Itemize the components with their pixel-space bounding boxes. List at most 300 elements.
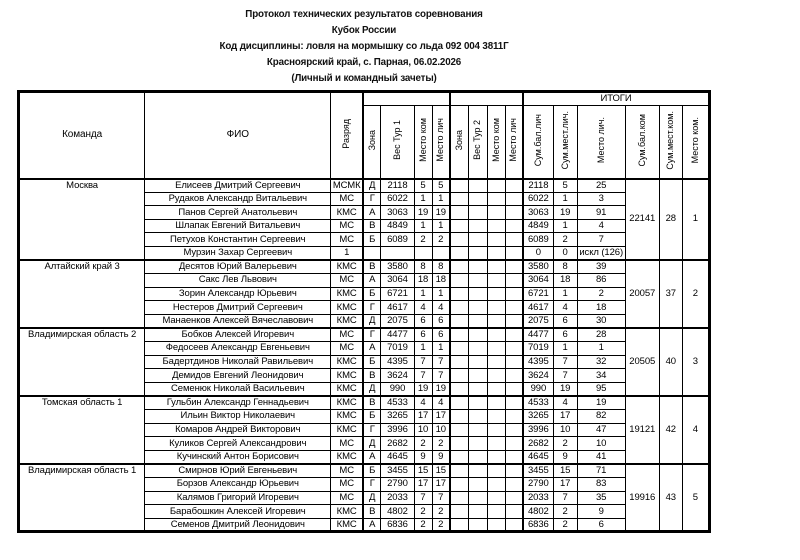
fio-cell: Бобков Алексей Игоревич [145,328,331,342]
tour2-zone-cell [450,179,468,193]
col-header-rank-label: Разряд [341,118,352,149]
final-place-pers-cell: 1 [577,342,625,356]
rank-cell: МС [331,464,363,478]
fio-cell: Сакс Лев Львович [145,274,331,288]
tour2-place-pers-cell [505,518,523,532]
tour2-place-team-cell [487,287,505,301]
tour2-weight-cell [468,491,487,505]
tour1-place-team-cell: 17 [414,478,432,492]
team-sum-places-cell: 37 [659,260,682,328]
tour2-place-team-cell [487,301,505,315]
sum-places-pers-cell: 4 [553,301,577,315]
tour2-zone-cell [450,450,468,464]
team-sum-places-cell: 40 [659,328,682,396]
doc-title-line-1: Протокол технических результатов соревнования [245,9,483,20]
col-header-sum-places-pers [553,106,577,179]
final-place-pers-cell: 3 [577,192,625,206]
tour2-zone-cell [450,369,468,383]
col-header-tour2-place-team [487,106,505,179]
tour2-place-pers-cell [505,246,523,260]
final-place-pers-cell: 9 [577,505,625,519]
fio-cell: Десятов Юрий Валерьевич [145,260,331,274]
tour2-place-team-cell [487,328,505,342]
tour2-weight-cell [468,518,487,532]
tour2-zone-cell [450,464,468,478]
tour2-zone-cell [450,410,468,424]
tour2-place-pers-cell [505,287,523,301]
sum-score-pers-cell: 4533 [523,396,553,410]
fio-cell: Манаенков Алексей Вячеславович [145,314,331,328]
rank-cell: МС [331,192,363,206]
tour1-zone-cell [363,246,381,260]
col-header-sum-places-team-label: Сум.мест.ком. [665,110,676,170]
final-place-pers-cell: 47 [577,423,625,437]
team-name-cell: Владимирская область 2 [19,328,145,396]
tour1-zone-cell: А [363,342,381,356]
tour2-place-pers-cell [505,179,523,193]
tour1-weight-cell: 6836 [381,518,414,532]
final-place-pers-cell: 91 [577,206,625,220]
sum-score-pers-cell: 3064 [523,274,553,288]
final-place-pers-cell: 39 [577,260,625,274]
tour2-weight-cell [468,192,487,206]
tour1-zone-cell: В [363,219,381,233]
rank-cell: КМС [331,369,363,383]
rank-cell: КМС [331,518,363,532]
tour1-place-pers-cell: 17 [432,410,450,424]
tour2-weight-cell [468,437,487,451]
tour1-zone-cell: Б [363,464,381,478]
member-row [19,260,710,274]
rank-cell: КМС [331,423,363,437]
tour2-weight-cell [468,355,487,369]
team-sum-places-cell: 43 [659,464,682,532]
fio-cell: Комаров Андрей Викторович [145,423,331,437]
rank-cell: КМС [331,287,363,301]
member-row [19,328,710,342]
tour2-zone-cell [450,396,468,410]
sum-score-pers-cell: 2033 [523,491,553,505]
fio-cell: Рудаков Александр Витальевич [145,192,331,206]
rank-cell: КМС [331,505,363,519]
tour2-place-team-cell [487,518,505,532]
tour1-zone-cell: В [363,260,381,274]
sum-places-pers-cell: 1 [553,192,577,206]
sum-score-pers-cell: 2682 [523,437,553,451]
fio-cell: Куликов Сергей Александрович [145,437,331,451]
tour1-place-team-cell: 1 [414,219,432,233]
tour1-weight-cell: 6721 [381,287,414,301]
tour2-place-pers-cell [505,505,523,519]
fio-cell: Калямов Григорий Игоревич [145,491,331,505]
group-header-row [19,92,710,106]
tour2-place-team-cell [487,410,505,424]
col-header-fio: ФИО [145,92,331,179]
tour2-zone-cell [450,233,468,247]
tour2-place-team-cell [487,423,505,437]
doc-title-line-5: (Личный и командный зачеты) [291,73,437,84]
tour2-weight-cell [468,233,487,247]
tour2-place-pers-cell [505,369,523,383]
doc-title-line-4: Красноярский край, с. Парная, 06.02.2026 [266,57,462,68]
sum-score-pers-cell: 4645 [523,450,553,464]
sum-score-pers-cell: 4477 [523,328,553,342]
tour2-place-team-cell [487,342,505,356]
tour2-zone-cell [450,328,468,342]
tour1-place-team-cell: 1 [414,192,432,206]
tour1-place-team-cell: 19 [414,206,432,220]
team-name-cell: Москва [19,179,145,261]
col-header-tour1-place-pers-label: Место лич [435,118,446,163]
sum-places-pers-cell: 9 [553,450,577,464]
sum-places-pers-cell: 4 [553,396,577,410]
tour1-weight-cell: 2790 [381,478,414,492]
tour1-zone-cell: Д [363,491,381,505]
tour1-place-pers-cell: 2 [432,233,450,247]
rank-cell: МС [331,437,363,451]
tour1-place-team-cell: 6 [414,328,432,342]
tour2-place-pers-cell [505,342,523,356]
col-header-sum-places-pers-label: Сум.мест.лич. [559,111,570,170]
sum-score-pers-cell: 990 [523,382,553,396]
tour1-place-pers-cell: 4 [432,396,450,410]
sum-score-pers-cell: 7019 [523,342,553,356]
sum-score-pers-cell: 0 [523,246,553,260]
rank-cell: КМС [331,396,363,410]
fio-cell: Демидов Евгений Леонидович [145,369,331,383]
tour2-weight-cell [468,179,487,193]
sum-score-pers-cell: 3580 [523,260,553,274]
tour1-weight-cell [381,246,414,260]
tour2-place-pers-cell [505,314,523,328]
tour2-weight-cell [468,206,487,220]
col-header-tour2-place-team-label: Место ком [490,118,501,163]
tour1-place-pers-cell: 6 [432,328,450,342]
col-header-tour1-zone-label: Зона [366,130,377,151]
sum-places-pers-cell: 19 [553,206,577,220]
tour1-place-team-cell: 4 [414,396,432,410]
tour2-place-team-cell [487,246,505,260]
rank-cell: МС [331,478,363,492]
col-header-tour1-place-team [414,106,432,179]
tour1-weight-cell: 3996 [381,423,414,437]
fio-cell: Панов Сергей Анатольевич [145,206,331,220]
tour2-zone-cell [450,423,468,437]
tour2-zone-cell [450,192,468,206]
tour2-weight-cell [468,505,487,519]
tour1-place-pers-cell: 2 [432,505,450,519]
sum-score-pers-cell: 3265 [523,410,553,424]
member-row [19,396,710,410]
col-header-sum-places-team [659,106,682,179]
totals-group-header: ИТОГИ [523,92,709,106]
col-header-tour1-place-team-label: Место ком [417,118,428,163]
col-header-rank [331,92,363,179]
tour1-weight-cell: 2075 [381,314,414,328]
tour1-place-team-cell: 19 [414,382,432,396]
tour1-place-pers-cell: 17 [432,478,450,492]
tour2-place-pers-cell [505,437,523,451]
tour2-zone-cell [450,505,468,519]
fio-cell: Гульбин Александр Геннадьевич [145,396,331,410]
tour2-zone-cell [450,274,468,288]
sum-score-pers-cell: 2118 [523,179,553,193]
sum-score-pers-cell: 6022 [523,192,553,206]
tour2-place-pers-cell [505,233,523,247]
tour2-place-team-cell [487,437,505,451]
rank-cell: КМС [331,450,363,464]
col-header-tour2-zone [450,106,468,179]
tour2-weight-cell [468,464,487,478]
fio-cell: Елисеев Дмитрий Сергеевич [145,179,331,193]
final-place-pers-cell: 28 [577,328,625,342]
team-sum-places-cell: 42 [659,396,682,464]
col-header-final-place-team-label: Место ком. [689,117,700,164]
tour1-weight-cell: 3064 [381,274,414,288]
fio-cell: Петухов Константин Сергеевич [145,233,331,247]
tour1-weight-cell: 7019 [381,342,414,356]
tour2-weight-cell [468,301,487,315]
final-place-pers-cell: 2 [577,287,625,301]
tour1-zone-cell: В [363,396,381,410]
sum-places-pers-cell: 17 [553,478,577,492]
tour2-weight-cell [468,369,487,383]
team-name-cell: Томская область 1 [19,396,145,464]
tour2-place-team-cell [487,478,505,492]
tour1-place-team-cell: 2 [414,233,432,247]
tour2-weight-cell [468,450,487,464]
tour1-zone-cell: Д [363,437,381,451]
tour1-weight-cell: 4477 [381,328,414,342]
tour2-place-team-cell [487,382,505,396]
col-header-final-place-pers-label: Место лич. [595,117,606,164]
tour2-place-pers-cell [505,396,523,410]
tour2-weight-cell [468,423,487,437]
fio-cell: Ильин Виктор Николаевич [145,410,331,424]
rank-cell: КМС [331,355,363,369]
rank-cell: 1 [331,246,363,260]
tour2-zone-cell [450,491,468,505]
tour1-place-team-cell: 15 [414,464,432,478]
tour2-zone-cell [450,301,468,315]
tour2-zone-cell [450,478,468,492]
col-header-tour2-weight [468,106,487,179]
tour1-weight-cell: 3455 [381,464,414,478]
sum-places-pers-cell: 0 [553,246,577,260]
final-place-pers-cell: 32 [577,355,625,369]
sum-score-pers-cell: 3624 [523,369,553,383]
fio-cell: Барабошкин Алексей Игоревич [145,505,331,519]
tour1-place-pers-cell: 9 [432,450,450,464]
tour1-weight-cell: 4849 [381,219,414,233]
final-place-pers-cell: 95 [577,382,625,396]
sum-score-pers-cell: 4395 [523,355,553,369]
tour2-place-team-cell [487,355,505,369]
tour2-zone-cell [450,206,468,220]
rank-cell: КМС [331,206,363,220]
tour1-place-team-cell: 7 [414,491,432,505]
tour2-place-team-cell [487,192,505,206]
sum-score-pers-cell: 4849 [523,219,553,233]
sum-places-pers-cell: 8 [553,260,577,274]
results-body [19,179,710,532]
tour1-weight-cell: 2682 [381,437,414,451]
team-name-cell: Владимирская область 1 [19,464,145,532]
doc-title-line-2: Кубок России [331,25,397,36]
team-sum-places-cell: 28 [659,179,682,261]
tour1-zone-cell: Г [363,423,381,437]
col-header-team: Команда [19,92,145,179]
final-place-pers-cell: 35 [577,491,625,505]
final-place-pers-cell: искл (126) [577,246,625,260]
final-place-pers-cell: 82 [577,410,625,424]
tour1-place-team-cell [414,246,432,260]
tour2-weight-cell [468,342,487,356]
team-final-place-cell: 3 [682,328,709,396]
sum-score-pers-cell: 4802 [523,505,553,519]
sum-places-pers-cell: 1 [553,219,577,233]
tour1-weight-cell: 3265 [381,410,414,424]
col-header-tour1-zone [363,106,381,179]
final-place-pers-cell: 71 [577,464,625,478]
tour1-place-pers-cell: 2 [432,437,450,451]
fio-cell: Федосеев Александр Евгеньевич [145,342,331,356]
sum-places-pers-cell: 5 [553,179,577,193]
tour2-place-team-cell [487,314,505,328]
sum-places-pers-cell: 1 [553,287,577,301]
tour1-place-pers-cell: 19 [432,206,450,220]
tour1-weight-cell: 4395 [381,355,414,369]
tour1-zone-cell: Б [363,410,381,424]
tour1-weight-cell: 6022 [381,192,414,206]
tour1-place-pers-cell [432,246,450,260]
tour1-zone-cell: Д [363,314,381,328]
rank-cell: МС [331,274,363,288]
tour1-place-team-cell: 7 [414,369,432,383]
col-header-tour2-weight-label: Вес Тур 2 [472,120,483,161]
fio-cell: Бадертдинов Николай Равильевич [145,355,331,369]
tour1-zone-cell: Г [363,328,381,342]
tour1-weight-cell: 2033 [381,491,414,505]
sum-places-pers-cell: 19 [553,382,577,396]
tour2-place-pers-cell [505,478,523,492]
col-header-tour2-place-pers [505,106,523,179]
tour1-place-pers-cell: 1 [432,342,450,356]
tour2-place-pers-cell [505,382,523,396]
col-header-sum-score-team [625,106,659,179]
sum-score-pers-cell: 2790 [523,478,553,492]
rank-cell: МС [331,491,363,505]
tour1-place-team-cell: 8 [414,260,432,274]
final-place-pers-cell: 18 [577,301,625,315]
rank-cell: МС [331,342,363,356]
tour2-zone-cell [450,382,468,396]
tour1-place-team-cell: 4 [414,301,432,315]
tour1-place-pers-cell: 5 [432,179,450,193]
member-row [19,464,710,478]
sum-places-pers-cell: 10 [553,423,577,437]
final-place-pers-cell: 30 [577,314,625,328]
tour1-place-pers-cell: 18 [432,274,450,288]
tour2-place-team-cell [487,179,505,193]
tour2-place-team-cell [487,260,505,274]
tour2-place-team-cell [487,464,505,478]
tour1-place-team-cell: 9 [414,450,432,464]
sum-places-pers-cell: 7 [553,355,577,369]
tour1-place-pers-cell: 1 [432,192,450,206]
tour1-weight-cell: 6089 [381,233,414,247]
team-final-place-cell: 5 [682,464,709,532]
tour2-zone-cell [450,287,468,301]
tour1-place-pers-cell: 2 [432,518,450,532]
tour2-weight-cell [468,219,487,233]
col-header-final-place-pers [577,106,625,179]
sum-score-pers-cell: 4617 [523,301,553,315]
tour2-place-pers-cell [505,410,523,424]
fio-cell: Смирнов Юрий Евгеньевич [145,464,331,478]
tour2-place-team-cell [487,450,505,464]
col-header-tour1-weight-label: Вес Тур 1 [391,120,402,161]
final-place-pers-cell: 34 [577,369,625,383]
tour1-place-pers-cell: 7 [432,369,450,383]
col-header-sum-score-pers-label: Сум.бал.лич [532,114,543,167]
tour1-zone-cell: А [363,206,381,220]
tour2-place-team-cell [487,219,505,233]
tour1-zone-cell: Б [363,355,381,369]
sum-places-pers-cell: 7 [553,491,577,505]
tour1-zone-cell: А [363,450,381,464]
fio-cell: Семенюк Николай Васильевич [145,382,331,396]
tour2-zone-cell [450,342,468,356]
fio-cell: Шлапак Евгений Витальевич [145,219,331,233]
tour2-place-pers-cell [505,260,523,274]
tour1-weight-cell: 4617 [381,301,414,315]
tour2-place-team-cell [487,233,505,247]
tour1-weight-cell: 990 [381,382,414,396]
rank-cell: КМС [331,314,363,328]
tour1-place-team-cell: 10 [414,423,432,437]
tour1-place-team-cell: 5 [414,179,432,193]
sum-places-pers-cell: 2 [553,233,577,247]
tour2-weight-cell [468,382,487,396]
document-header [0,7,728,87]
tour2-place-team-cell [487,505,505,519]
fio-cell: Мурзин Захар Сергеевич [145,246,331,260]
team-sum-score-cell: 20505 [625,328,659,396]
member-row [19,179,710,193]
sum-places-pers-cell: 6 [553,328,577,342]
tour2-place-pers-cell [505,491,523,505]
tour2-place-pers-cell [505,206,523,220]
team-final-place-cell: 2 [682,260,709,328]
sum-places-pers-cell: 2 [553,505,577,519]
tour1-place-pers-cell: 8 [432,260,450,274]
tour2-weight-cell [468,314,487,328]
col-header-final-place-team [682,106,709,179]
sum-places-pers-cell: 6 [553,314,577,328]
sum-places-pers-cell: 1 [553,342,577,356]
team-sum-score-cell: 22141 [625,179,659,261]
tour1-place-pers-cell: 1 [432,287,450,301]
tour1-zone-cell: А [363,518,381,532]
fio-cell: Борзов Александр Юрьевич [145,478,331,492]
sum-score-pers-cell: 3996 [523,423,553,437]
final-place-pers-cell: 86 [577,274,625,288]
tour2-zone-cell [450,246,468,260]
fio-cell: Семенов Дмитрий Леонидович [145,518,331,532]
tour2-place-pers-cell [505,274,523,288]
tour2-weight-cell [468,410,487,424]
